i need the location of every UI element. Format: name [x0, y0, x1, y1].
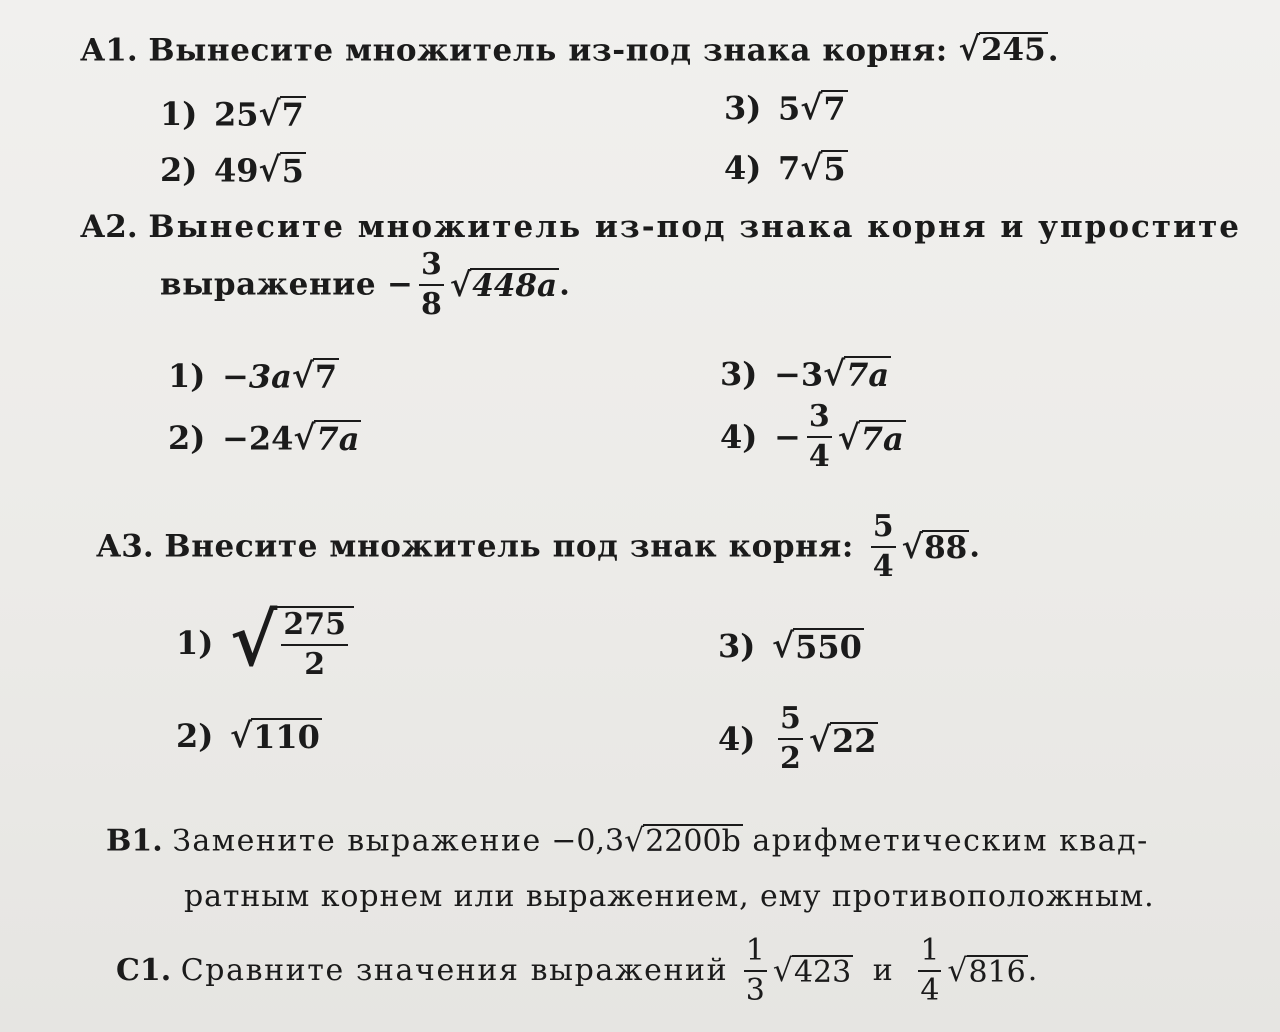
option-coef: 49: [214, 151, 259, 190]
fraction-numerator: 3: [807, 402, 832, 438]
fraction-numerator: 3: [419, 250, 444, 286]
fraction-denominator: 4: [872, 549, 894, 584]
fraction-denominator: 2: [304, 647, 326, 682]
option-radical: √ 7a: [837, 416, 904, 458]
option-radicand: 5: [823, 150, 846, 188]
task-a2-option-1: [168, 355, 339, 396]
task-b1-coef: −0,3: [551, 823, 625, 859]
task-a2-text2: выражение: [160, 266, 377, 303]
task-a1-label: А1.: [80, 32, 138, 69]
option-fraction: [807, 399, 832, 474]
option-number: 1): [168, 357, 206, 396]
option-coef: 5: [778, 89, 801, 128]
option-radical: √ 110: [230, 715, 320, 756]
option-radical: √ 7a: [823, 353, 890, 394]
task-a2-radical: √ 448a: [449, 265, 558, 305]
task-a3-option-3: [718, 625, 864, 666]
option-radicand: 22: [831, 721, 877, 760]
task-b1-label: В1.: [106, 823, 163, 859]
task-a3-radical: √ 88: [901, 527, 968, 567]
task-b1-radicand: 2200b: [645, 824, 741, 859]
task-a1-option-3: [724, 87, 848, 128]
task-a3-option-2: [176, 715, 322, 756]
option-radical: √ 550: [772, 625, 862, 666]
task-a1-option-4: [724, 147, 848, 188]
fraction-denominator: 8: [421, 287, 442, 322]
task-a2-label: А2.: [80, 209, 138, 245]
option-radical: √ 7: [800, 87, 846, 128]
task-a3-option-1: [176, 597, 354, 682]
option-sign: −: [774, 418, 801, 456]
task-a3-text: Внесите множитель под знак корня:: [164, 528, 854, 565]
option-number: 3): [718, 627, 756, 666]
option-number: 2): [176, 717, 214, 756]
option-radical: √ 7: [291, 355, 338, 396]
option-coef: −3a: [222, 357, 292, 396]
task-c1-conjunction: и: [872, 953, 893, 988]
option-radical: √ 5: [800, 147, 846, 188]
option-number: 1): [176, 624, 214, 662]
option-radicand: 7a: [846, 356, 890, 394]
task-a3-radicand: 88: [924, 530, 968, 566]
task-a3-option-4: [718, 701, 878, 776]
task-b1-statement-line2: [184, 879, 1155, 914]
fraction-numerator: 5: [871, 512, 896, 548]
option-number: 3): [720, 355, 758, 394]
task-b1-statement: [106, 824, 1149, 857]
option-radical: √ 7: [258, 93, 304, 134]
option-number: 4): [724, 149, 762, 188]
option-number: 1): [160, 95, 198, 134]
option-radicand: 110: [253, 718, 320, 756]
fraction-numerator: 275: [281, 608, 348, 646]
task-a3-label: А3.: [96, 528, 154, 565]
task-a2-fraction: [419, 247, 444, 322]
option-fraction: [778, 701, 803, 776]
task-c1-radicand-2: 816: [968, 954, 1026, 990]
task-c1-fraction-2: [918, 933, 941, 1008]
task-b1-text2: ратным корнем или выражением, ему противоположным.: [184, 879, 1155, 914]
fraction-denominator: 3: [745, 973, 765, 1008]
option-radicand: 5: [281, 152, 304, 190]
task-a2-statement: [80, 209, 1242, 245]
task-b1-text-after: арифметическим квад-: [752, 823, 1149, 859]
fraction-numerator: 1: [918, 936, 941, 972]
task-a3-statement: [96, 509, 980, 584]
option-radicand: 7a: [316, 420, 360, 458]
option-radical: √ 5: [258, 149, 304, 190]
task-c1-statement: [116, 933, 1038, 1008]
option-number: 4): [718, 720, 756, 758]
task-c1-fraction-1: [744, 933, 767, 1008]
fraction-numerator: 5: [778, 704, 803, 740]
fraction-denominator: 2: [780, 741, 801, 776]
task-a2-option-4: [720, 399, 906, 474]
fraction-numerator: 1: [744, 936, 767, 972]
task-c1-radicand-1: 423: [793, 954, 852, 990]
option-radicand: 550: [795, 628, 862, 666]
option-radicand: 7: [314, 358, 338, 396]
option-coef: 7: [778, 149, 801, 188]
task-a1-statement: [80, 29, 1059, 69]
fraction-denominator: 4: [920, 973, 940, 1008]
task-a2-expression-line: [160, 247, 570, 322]
task-a2-radicand: 448a: [472, 268, 558, 304]
task-c1-end: .: [1027, 953, 1038, 988]
option-number: 2): [168, 419, 206, 458]
task-b1-radical: √ 2200b: [624, 822, 741, 859]
task-a1-text: Вынесите множитель из-под знака корня:: [148, 32, 948, 69]
option-radicand: 7a: [860, 419, 904, 458]
task-a2-option-3: [720, 353, 891, 394]
task-c1-radical-1: √ 423: [772, 953, 852, 990]
task-c1-text: Сравните значения выражений: [180, 953, 729, 988]
task-a2-option-2: [168, 417, 361, 458]
task-a3-fraction: [871, 509, 896, 584]
task-a3-end: .: [969, 528, 980, 565]
option-radical: √ 22: [808, 718, 877, 760]
fraction-denominator: 4: [808, 439, 830, 474]
option-radical: √ 7a: [293, 417, 360, 458]
option-coef: 25: [214, 95, 259, 134]
option-coef: −24: [222, 419, 294, 458]
task-a1-option-1: [160, 93, 306, 134]
option-coef: −3: [774, 355, 824, 394]
task-a2-sign: −: [387, 266, 413, 303]
option-radical-fraction: √ $\frac{275}{2}$: [230, 606, 354, 680]
task-c1-label: С1.: [116, 953, 172, 988]
task-a1-option-2: [160, 149, 306, 190]
option-number: 4): [720, 418, 758, 456]
task-a1-end: .: [1047, 32, 1059, 69]
task-a1-radicand: 245: [980, 32, 1046, 68]
task-b1-text: Замените выражение: [172, 823, 542, 859]
option-number: 3): [724, 89, 762, 128]
option-radicand: 7: [281, 96, 304, 134]
task-c1-radical-2: √ 816: [947, 953, 1026, 990]
task-a2-text: Вынесите множитель из-под знака корня и упростите: [148, 209, 1242, 245]
task-a2-end: .: [559, 266, 570, 303]
option-radicand: 7: [823, 90, 846, 128]
option-number: 2): [160, 151, 198, 190]
task-a1-radical: √ 245: [958, 29, 1046, 69]
